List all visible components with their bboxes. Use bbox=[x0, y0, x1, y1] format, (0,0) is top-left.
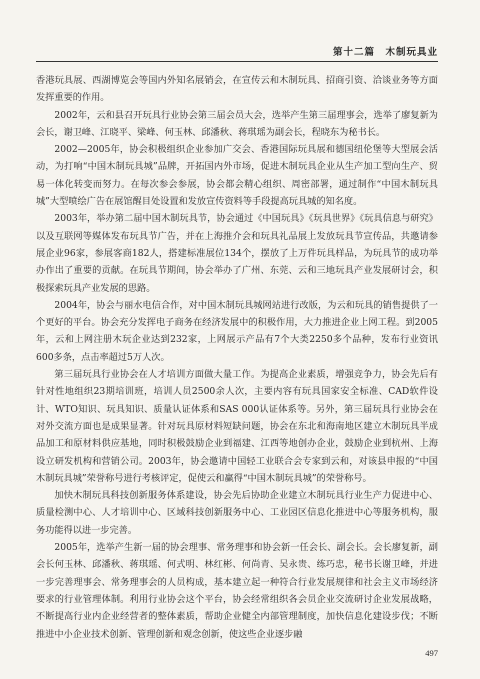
paragraph: 2002年，云和县召开玩具行业协会第三届会员大会，选举产生第三届理事会，选举了廖复新为会长，谢卫峰、江晓平、梁峰、何玉林、邱潘秋、蒋琪瑶为副会长，程晓东为秘书长。 bbox=[36, 109, 438, 138]
paragraph: 2003年，举办第二届中国木制玩具节，协会通过《中国玩具》《玩具世界》《玩具信息与研究》以及互联网等媒体发布玩具节广告，并在上海推介会和玩具礼品展上发放玩具节宣传品，共邀请参展企业96家，参展客商182人，搭建标准展位134个，摆放了上万件玩具样品，为玩具节的成功举办作出了重要的贡献。在玩具节期间，协会举办了广州、东莞、云和三地玩具产业发展研讨会，积极探索玩具产业发展的思路。 bbox=[36, 213, 438, 294]
paragraph: 2005年，选举产生新一届的协会理事、常务理事和协会新一任会长、副会长。会长廖复新，副会长何玉林、邱潘秋、蒋琪瑶、何式明、林红彬、何尚青、吴永贵、练巧忠，秘书长谢卫峰，并进一步完善理事会、常务理事会的人员构成，基本建立起一种符合行业发展规律和社会主义市场经济要求的行业管理体制。利用行业协会这个平台，协会经常组织各会员企业交流研讨企业发展战略，不断提高行业内企业经营者的整体素质，帮助企业健全内部管理制度，加快信息化建设步伐；不断推进中小企业技术创新、管理创新和观念创新，使这些企业逐步融 bbox=[36, 542, 438, 640]
paragraph: 2002—2005年，协会积极组织企业参加广交会、香港国际玩具展和德国纽伦堡等大型展会活动，为打响“中国木制玩具城”品牌，开拓国内外市场，促进木制玩具企业从生产加工型向生产、贸易一体化转变而努力。在每次参会参展，协会都会精心组织、周密部署，通过制作“中国木制玩具城”大型喷绘广告在展馆醒目处设置和发放宣传资料等手段提高玩具城的知名度。 bbox=[36, 144, 438, 208]
paragraph: 2004年，协会与丽水电信合作，对中国木制玩具城网站进行改版，为云和玩具的销售提供了一个更好的平台。协会充分发挥电子商务在经济发展中的积极作用，大力推进企业上网工程。到2005年，云和上网注册木玩企业达到232家，上网展示产品有7个大类2250多个品种，发布行业资讯600多条，点击率超过5万人次。 bbox=[36, 299, 438, 363]
paragraph: 第三届玩具行业协会在人才培训方面做大量工作。为提高企业素质，增强竞争力，协会先后有针对性地组织23期培训班，培训人员2500余人次，主要内容有玩具国家安全标准、CAD软件设计、WTO知识、玩具知识、质量认证体系和SAS 000认证体系等。另外，第三届玩具行业协会在对外交流方面也是成果显著。针对玩具原材料短缺问题，协会在东北和海南地区建立木制玩具半成品加工和原材料供应基地，同时积极鼓励企业到福建、江西等地创办企业，鼓励企业到杭州、上海设立研发机构和营销公司。2003年，协会邀请中国轻工业联合会专家到云和，对该县申报的“中国木制玩具城”荣誉称号进行考核评定，促使云和赢得“中国木制玩具城”的荣誉称号。 bbox=[36, 369, 438, 484]
running-header: 第十二篇 木制玩具业 bbox=[332, 47, 438, 58]
body-text bbox=[36, 72, 438, 643]
page-number: 497 bbox=[425, 648, 438, 658]
header-rule bbox=[36, 61, 438, 62]
paragraph: 加快木制玩具科技创新服务体系建设，协会先后协助企业建立木制玩具行业生产力促进中心、质量检测中心、人才培训中心、区域科技创新服务中心、工业园区信息化推进中心等服务机构，服务功能得以进一步完善。 bbox=[36, 490, 438, 536]
paragraph: 香港玩具展、西湖博览会等国内外知名展销会，在宣传云和木制玩具、招商引资、洽谈业务等方面发挥重要的作用。 bbox=[36, 75, 438, 104]
